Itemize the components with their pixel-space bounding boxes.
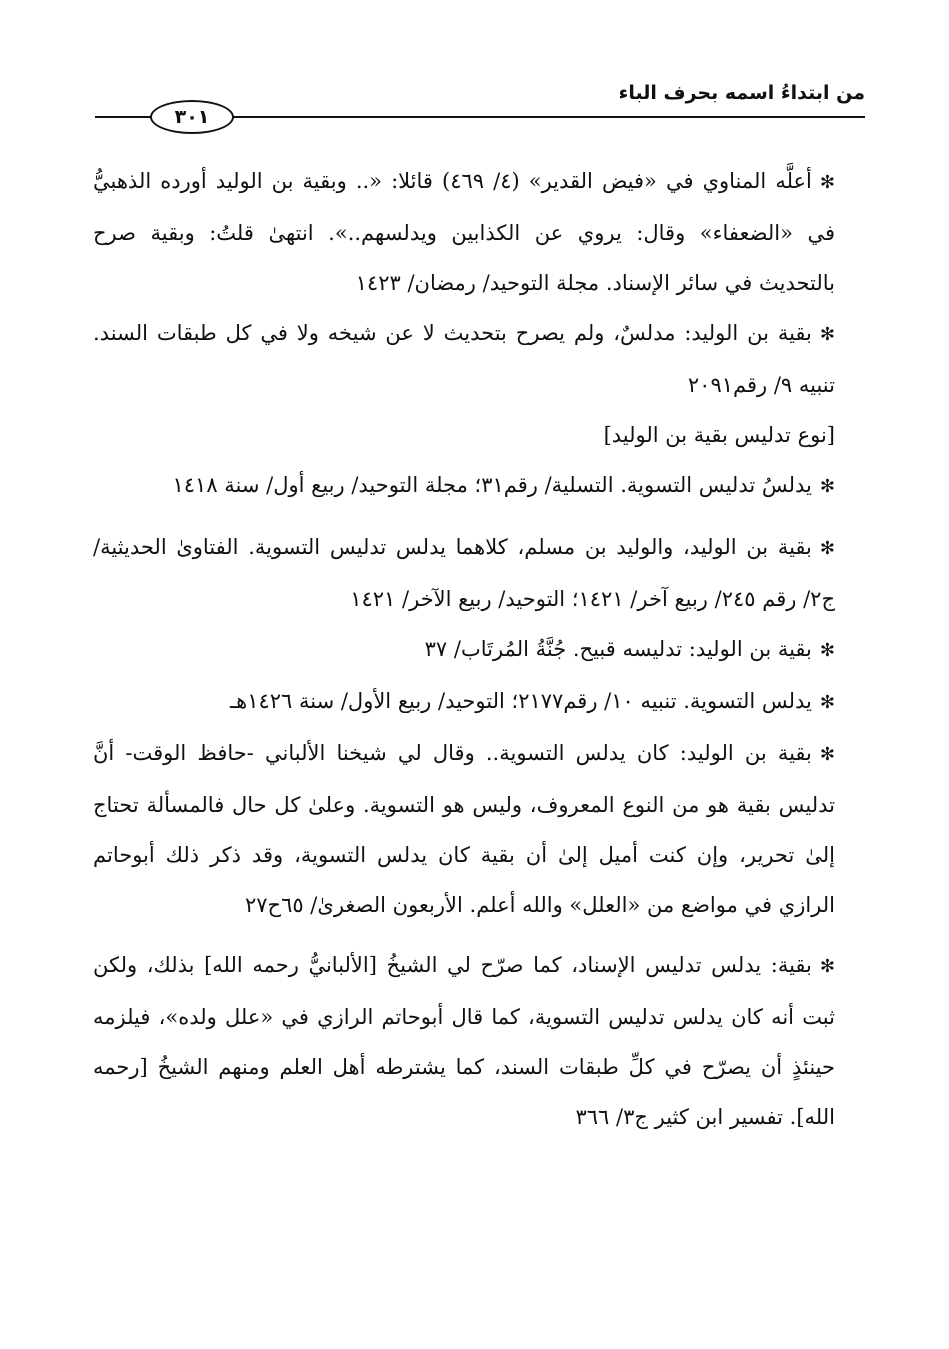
bullet-star-icon: ✻ [819,476,835,497]
body-text [93,156,863,1142]
bullet-star-icon: ✻ [819,640,835,661]
entry-8 [93,940,863,1142]
spacer [93,930,863,940]
entry-2 [93,308,863,410]
page-number: ٣٠١ [174,106,210,128]
entry-4 [93,522,863,624]
bullet-star-icon: ✻ [819,744,835,765]
running-head-title: من ابتداءُ اسمه بحرف الباء [618,82,865,104]
spacer [93,512,863,522]
entry-6 [93,676,863,728]
bullet-star-icon: ✻ [819,956,835,977]
section-heading-text: [نوع تدليس بقية بن الوليد] [603,423,835,447]
entry-text: بقية: يدلس تدليس الإسناد، كما صرّح لي الشيخُ [الألبانيُّ رحمه الله] بذلك، ولكن ثبت أنه كان يدلس تدليس التسوية، كما قال أبوحاتم الرازي في «علل ولده»، فيلزمه حينئذٍ أن يصرّح في كلِّ طبقات السند، كما يشترطه أهل العلم ومنهم الشيخُ [رحمه الله]. تفسير ابن كثير ج٣/ ٣٦٦ [93,953,835,1129]
bullet-star-icon: ✻ [819,172,835,193]
bullet-star-icon: ✻ [819,692,835,713]
entry-text: بقية بن الوليد: مدلسٌ، ولم يصرح بتحديث لا عن شيخه ولا في كل طبقات السند. تنبيه ٩/ رقم٢٠٩١ [93,321,835,397]
entry-text: يدلس التسوية. تنبيه ١٠/ رقم٢١٧٧؛ التوحيد/ ربيع الأول/ سنة ١٤٢٦هـ [229,689,812,713]
entry-text: بقية بن الوليد: كان يدلس التسوية.. وقال لي شيخنا الألباني -حافظ الوقت- أنَّ تدليس بقية هو من النوع المعروف، وليس هو التسوية. وعلىٰ كل حال فالمسألة تحتاج إلىٰ تحرير، وإن كنت أميل إلىٰ أن بقية كان يدلس التسوية، وقد ذكر ذلك أبوحاتم الرازي في مواضع من «العلل» والله أعلم. الأربعون الصغرىٰ/ ٦٥ح٢٧ [93,741,835,917]
entry-1 [93,156,863,308]
entry-3 [93,460,863,512]
entry-text: أعلَّه المناوي في «فيض القدير» (٤/ ٤٦٩) قائلا: «.. وبقية بن الوليد أورده الذهبيُّ في «الضعفاء» وقال: يروي عن الكذابين ويدلسهم..». انتهىٰ قلتُ: وبقية صرح بالتحديث في سائر الإسناد. مجلة التوحيد/ رمضان/ ١٤٢٣ [93,169,835,295]
entry-5 [93,624,863,676]
entry-7 [93,728,863,930]
section-heading [93,410,863,460]
entry-text: يدلسُ تدليس التسوية. التسلية/ رقم٣١؛ مجلة التوحيد/ ربيع أول/ سنة ١٤١٨ [172,473,812,497]
bullet-star-icon: ✻ [819,538,835,559]
entry-text: بقية بن الوليد، والوليد بن مسلم، كلاهما يدلس تدليس التسوية. الفتاوىٰ الحديثية/ ج٢/ رقم ٢٤٥/ ربيع آخر/ ١٤٢١؛ التوحيد/ ربيع الآخر/ ١٤٢١ [93,535,835,611]
page-number-oval [150,100,234,134]
bullet-star-icon: ✻ [819,324,835,345]
entry-text: بقية بن الوليد: تدليسه قبيح. جُنَّةُ المُرتَاب/ ٣٧ [424,637,812,661]
